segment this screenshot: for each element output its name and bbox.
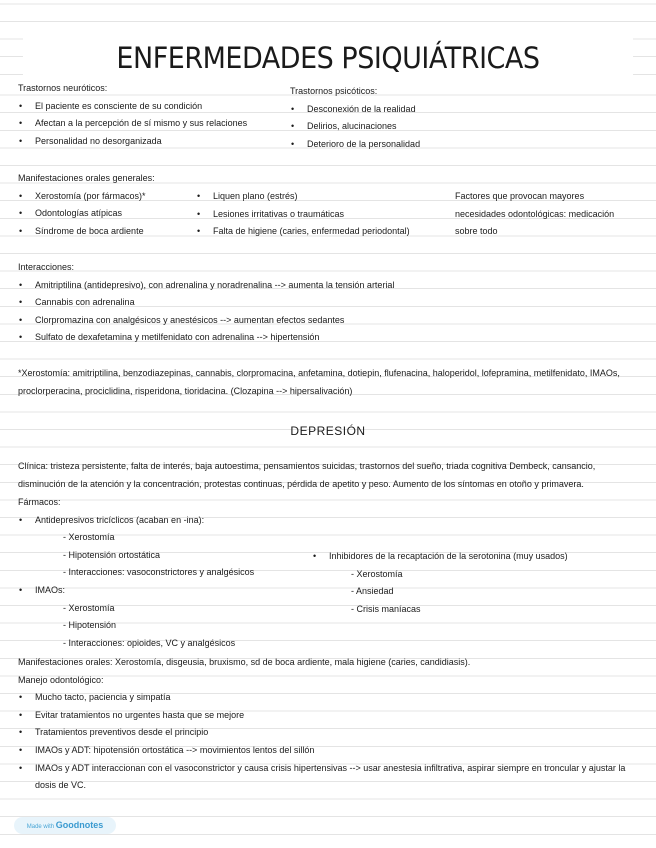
depresion-clinica: Clínica: tristeza persistente, falta de interés, baja autoestima, pensamientos suicidas, trastornos del sueño, triada cognitiva Dembeck, cansancio, disminución de la atención y la concentración, protestas continuas, pérdida de apetito y peso. Aumento de los síntomas en otoño y primavera. — [18, 461, 596, 489]
isrs-sub: - Ansiedad — [351, 586, 394, 597]
list-item: • Deterioro de la personalidad — [290, 136, 590, 154]
manejo-section — [18, 654, 638, 795]
list-item: • Clorpromazina con analgésicos y anestésicos --> aumentan efectos sedantes — [18, 312, 638, 330]
factores-note — [455, 188, 650, 241]
interacciones-heading: Interacciones: — [18, 262, 75, 272]
list-item: • Xerostomía (por fármacos)* — [18, 188, 198, 206]
manejo-list — [18, 689, 638, 795]
imaos-list — [18, 582, 318, 600]
note-line: sobre todo — [455, 226, 498, 237]
list-item: • Tratamientos preventivos desde el principio — [18, 724, 638, 742]
neuroticos-list — [18, 98, 288, 151]
manifestaciones-col2-block — [196, 188, 436, 241]
page-title: ENFERMEDADES PSIQUIÁTRICAS — [23, 38, 633, 78]
list-item: • Liquen plano (estrés) — [196, 188, 436, 206]
farmacos-section — [18, 494, 318, 652]
interacciones-section — [18, 259, 638, 347]
manifestaciones-col1 — [18, 188, 198, 241]
isrs-section — [312, 548, 612, 618]
manifestaciones-heading: Manifestaciones orales generales: — [18, 173, 155, 183]
list-item: • Evitar tratamientos no urgentes hasta que se mejore — [18, 707, 638, 725]
badge-brand: Goodnotes — [55, 820, 104, 830]
triciclicos-sub: - Interacciones: vasoconstrictores y analgésicos — [63, 567, 255, 578]
triciclicos-item: • Antidepresivos tricíclicos (acaban en -ina): — [18, 512, 318, 530]
list-item: • Delirios, alucinaciones — [290, 118, 590, 136]
isrs-sub: - Crisis maníacas — [351, 603, 421, 614]
list-item: • Cannabis con adrenalina — [18, 294, 638, 312]
list-item: • Lesiones irritativas o traumáticas — [196, 206, 436, 224]
depresion-title: DEPRESIÓN — [290, 424, 366, 438]
imaos-sub: - Xerostomía — [63, 602, 115, 613]
triciclicos-sub: - Hipotensión ortostática — [63, 549, 161, 560]
farmacos-list — [18, 512, 318, 530]
list-item: • IMAOs y ADT interaccionan con el vasoconstrictor y causa crisis hipertensivas --> usar anestesia infiltrativa, aspirar siempre en troncular y ajustar la dosis de VC. — [18, 760, 638, 795]
xerostomia-footnote: *Xerostomía: amitriptilina, benzodiazepinas, cannabis, clorpromacina, anfetamina, dotiepin, flufenacina, haloperidol, lofepramina, metilfenidato, IMAOs, proclorperacina, prociclidina, risperidona, tioridacina. (Clozapina --> hipersalivación) — [18, 368, 620, 396]
list-item: • Sulfato de dexafetamina y metilfenidato con adrenalina --> hipertensión — [18, 329, 638, 347]
list-item: • El paciente es consciente de su condición — [18, 98, 288, 116]
list-item: • Mucho tacto, paciencia y simpatía — [18, 689, 638, 707]
psicoticos-list — [290, 101, 590, 154]
manifestaciones-orales-depresion: Manifestaciones orales: Xerostomía, disgeusia, bruxismo, sd de boca ardiente, mala higiene (caries, candidiasis). — [18, 657, 471, 667]
manifestaciones-col2 — [196, 188, 436, 241]
farmacos-heading: Fármacos: — [18, 497, 61, 507]
manifestaciones-section — [18, 170, 198, 240]
imaos-item: • IMAOs: — [18, 582, 318, 600]
isrs-sub: - Xerostomía — [351, 568, 403, 579]
neuroticos-section — [18, 80, 288, 150]
list-item: • Desconexión de la realidad — [290, 101, 590, 119]
psicoticos-section — [290, 83, 590, 153]
neuroticos-heading: Trastornos neuróticos: — [18, 83, 108, 93]
isrs-item: • Inhibidores de la recaptación de la serotonina (muy usados) — [312, 548, 612, 566]
psicoticos-heading: Trastornos psicóticos: — [290, 86, 378, 96]
triciclicos-sub: - Xerostomía — [63, 532, 115, 543]
imaos-sub: - Interacciones: opioides, VC y analgésicos — [63, 637, 236, 648]
list-item: • Falta de higiene (caries, enfermedad periodontal) — [196, 223, 436, 241]
list-item: • Personalidad no desorganizada — [18, 133, 288, 151]
list-item: • Odontologías atípicas — [18, 205, 198, 223]
isrs-list — [312, 548, 612, 566]
list-item: • Síndrome de boca ardiente — [18, 223, 198, 241]
manejo-heading: Manejo odontológico: — [18, 674, 104, 685]
note-line: necesidades odontológicas: medicación — [455, 208, 615, 219]
goodnotes-badge — [14, 817, 116, 834]
list-item: • Amitriptilina (antidepresivo), con adrenalina y noradrenalina --> aumenta la tensión arterial — [18, 277, 638, 295]
list-item: • IMAOs y ADT: hipotensión ortostática --> movimientos lentos del sillón — [18, 742, 638, 760]
interacciones-list — [18, 277, 638, 347]
badge-prefix: Made with — [26, 824, 55, 830]
imaos-sub: - Hipotensión — [63, 620, 117, 631]
note-line: Factores que provocan mayores — [455, 191, 585, 201]
list-item: • Afectan a la percepción de sí mismo y sus relaciones — [18, 115, 288, 133]
